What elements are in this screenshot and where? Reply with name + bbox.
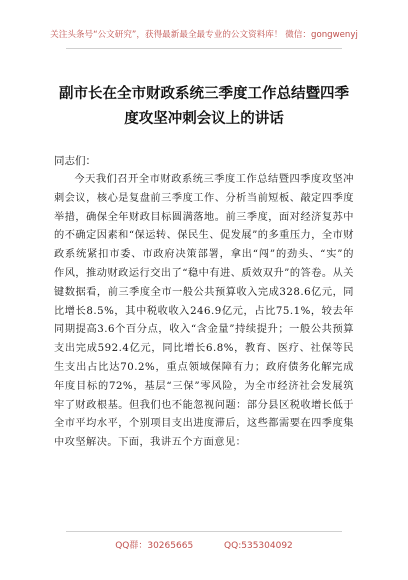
footer-qq-group: QQ群：30265665	[115, 541, 194, 551]
header-promo-note: 关注头条号“公文研究”，获得最新最全最专业的公文资料库！ 微信：gongwenyj	[50, 30, 358, 40]
footer-divider	[66, 531, 342, 532]
footer-contact	[0, 538, 408, 551]
footer-qq: QQ:535304092	[224, 541, 293, 551]
header-divider	[66, 48, 342, 49]
salutation: 同志们：	[54, 155, 96, 167]
body-text	[54, 171, 354, 453]
body-paragraph: 今天我们召开全市财政系统三季度工作总结暨四季度攻坚冲刺会议，核心是复盘前三季度工作、分析当前短板、敲定四季度举措，确保全年财政目标圆满落地。前三季度，面对经济复苏中的不确定因素和“保运转、保民生、促发展”的多重压力，全市财政系统紧扣市委、市政府决策部署，拿出“闯”的劲头、“实”的作风，推动财政运行交出了“稳中有进、质效双升”的答卷。从关键数据看，前三季度全市一般公共预算收入完成328.6亿元，同比增长8.5%，其中税收收入246.9亿元，占比75.1%，较去年同期提高3.6个百分点，收入“含金量”持续提升；一般公共预算支出完成592.4亿元，同比增长6.8%，教育、医疗、社保等民生支出占比达70.2%，重点领域保障有力；政府债务化解完成年度目标的72%，基层“三保”零风险，为全市经济社会发展筑牢了财政根基。但我们也不能忽视问题：部分县区税收增长低于全市平均水平，个别项目支出进度滞后，这些都需要在四季度集中攻坚解决。下面，我讲五个方面意见：	[54, 174, 354, 449]
document-title: 副市长在全市财政系统三季度工作总结暨四季度攻坚冲刺会议上的讲话	[59, 86, 349, 127]
